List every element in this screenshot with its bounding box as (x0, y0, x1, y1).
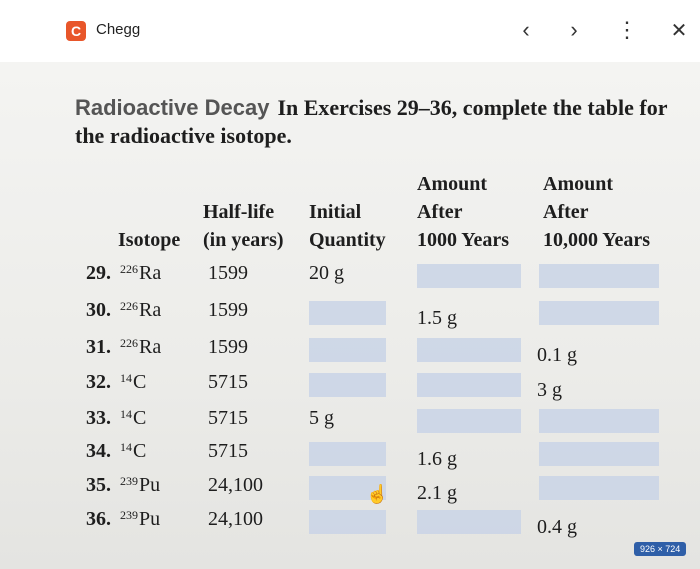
isotope-cell (120, 474, 160, 497)
initial-blank-cell (309, 510, 386, 534)
after1000-value: 2.1 g (417, 482, 457, 504)
after1000-blank-cell (417, 338, 521, 362)
header-initial-1: Initial (309, 201, 362, 223)
forward-button[interactable]: › (570, 17, 578, 42)
row-number: 31. (86, 336, 111, 358)
row-number: 29. (86, 262, 111, 284)
after10000-value: 0.1 g (537, 344, 577, 366)
isotope-mass: 239 (120, 474, 138, 488)
isotope-element: Ra (139, 336, 162, 358)
isotope-element: Ra (139, 299, 162, 321)
header-after1000-2: After (417, 201, 463, 223)
after10000-blank-cell (539, 476, 659, 500)
isotope-element: C (133, 371, 147, 393)
header-isotope: Isotope (118, 229, 181, 251)
after1000-blank-cell (417, 373, 521, 397)
half-life-cell: 1599 (208, 336, 248, 358)
isotope-mass: 226 (120, 336, 138, 350)
isotope-element: Pu (139, 508, 161, 530)
row-number: 36. (86, 508, 111, 530)
after1000-blank-cell (417, 264, 521, 288)
isotope-mass: 226 (120, 262, 138, 276)
half-life-cell: 1599 (208, 299, 248, 321)
row-number: 32. (86, 371, 111, 393)
after10000-blank-cell (539, 442, 659, 466)
isotope-mass: 226 (120, 299, 138, 313)
isotope-cell (120, 262, 161, 285)
initial-value: 20 g (309, 262, 344, 284)
header-after1000-3: 1000 Years (417, 229, 510, 251)
initial-blank-cell (309, 338, 386, 362)
initial-blank-cell (309, 442, 386, 466)
half-life-cell: 5715 (208, 371, 248, 393)
close-button[interactable]: ✕ (670, 19, 688, 42)
row-number: 34. (86, 440, 111, 462)
isotope-mass: 14 (120, 407, 132, 421)
after10000-value: 0.4 g (537, 516, 577, 538)
title-bar (0, 0, 700, 62)
isotope-mass: 14 (120, 440, 132, 454)
half-life-cell: 5715 (208, 407, 248, 429)
chegg-logo-icon: C (66, 21, 86, 41)
isotope-cell (120, 336, 161, 359)
initial-blank-cell (309, 373, 386, 397)
after10000-blank-cell (539, 409, 659, 433)
after10000-blank-cell (539, 301, 659, 325)
back-button[interactable]: ‹ (522, 17, 530, 42)
row-number: 35. (86, 474, 111, 496)
isotope-cell (120, 407, 146, 430)
after1000-value: 1.6 g (417, 448, 457, 470)
isotope-element: C (133, 440, 147, 462)
half-life-cell: 24,100 (208, 508, 263, 530)
isotope-cell (120, 299, 161, 322)
isotope-element: Ra (139, 262, 162, 284)
after10000-value: 3 g (537, 379, 562, 401)
isotope-element: C (133, 407, 147, 429)
header-after1000-1: Amount (417, 173, 488, 195)
hand-cursor-icon: ☝ (366, 484, 389, 504)
after10000-blank-cell (539, 264, 659, 288)
isotope-mass: 239 (120, 508, 138, 522)
dimension-badge: 926 × 724 (634, 542, 686, 556)
heading-lead: Radioactive Decay (75, 95, 270, 120)
header-after10000-3: 10,000 Years (543, 229, 651, 251)
header-half-life-1: Half-life (203, 201, 275, 223)
after1000-value: 1.5 g (417, 307, 457, 329)
exercise-heading (75, 94, 695, 150)
after1000-blank-cell (417, 409, 521, 433)
row-number: 30. (86, 299, 111, 321)
heading-text: In Exercises 29–36, complete the table for the radioactive isotope. (75, 95, 668, 148)
isotope-cell (120, 440, 146, 463)
row-number: 33. (86, 407, 111, 429)
header-half-life-2: (in years) (203, 229, 284, 251)
half-life-cell: 24,100 (208, 474, 263, 496)
header-after10000-1: Amount (543, 173, 614, 195)
isotope-element: Pu (139, 474, 161, 496)
half-life-cell: 1599 (208, 262, 248, 284)
after1000-blank-cell (417, 510, 521, 534)
more-menu-button[interactable]: ⋮ (616, 17, 638, 42)
isotope-cell (120, 508, 160, 531)
header-after10000-2: After (543, 201, 589, 223)
initial-value: 5 g (309, 407, 334, 429)
header-initial-2: Quantity (309, 229, 386, 251)
textbook-page-photo (0, 62, 700, 569)
initial-blank-cell (309, 301, 386, 325)
isotope-mass: 14 (120, 371, 132, 385)
app-title: Chegg (96, 21, 141, 38)
isotope-cell (120, 371, 146, 394)
half-life-cell: 5715 (208, 440, 248, 462)
